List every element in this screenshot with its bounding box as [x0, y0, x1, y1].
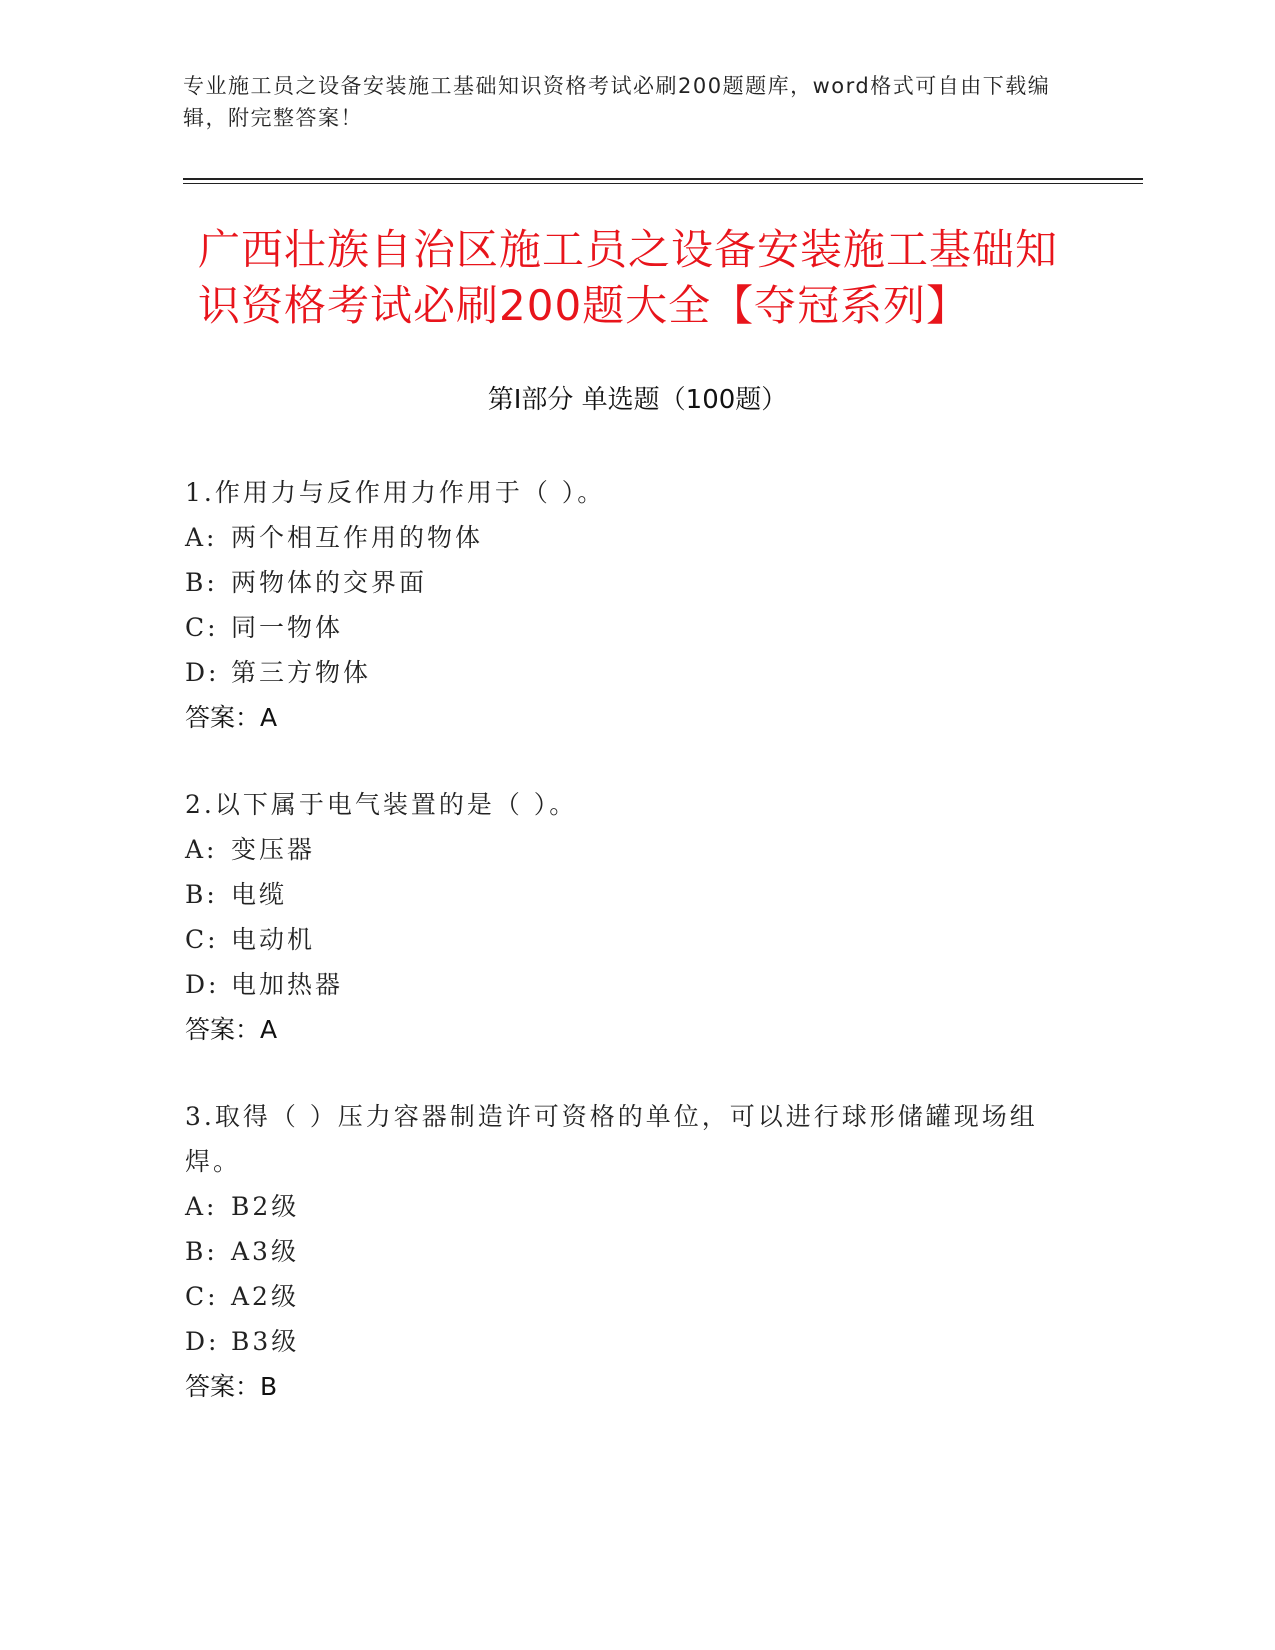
option-text: B3级 [231, 1327, 300, 1356]
option-key: A: [185, 835, 218, 864]
question-text: 3.取得（ ）压力容器制造许可资格的单位，可以进行球形储罐现场组焊。 [185, 1102, 1038, 1176]
option-key: D: [185, 970, 220, 999]
option-text: A2级 [231, 1282, 299, 1311]
answer-line: 答案：A [185, 1015, 278, 1044]
option-b [185, 1229, 1085, 1274]
header-note: 专业施工员之设备安装施工基础知识资格考试必刷200题题库，word格式可自由下载编辑，附完整答案！ [183, 74, 1051, 130]
option-a [185, 515, 1085, 560]
option-c [185, 605, 1085, 650]
option-key: D: [185, 1327, 220, 1356]
question-1 [185, 470, 1085, 740]
answer-line: 答案：A [185, 703, 278, 732]
question-text: 1.作用力与反作用力作用于（ ）。 [185, 478, 606, 507]
option-b [185, 560, 1085, 605]
option-key: B: [185, 568, 218, 597]
header-divider-thick [183, 178, 1143, 180]
option-a [185, 827, 1085, 872]
option-a [185, 1184, 1085, 1229]
option-key: A: [185, 523, 218, 552]
question-2 [185, 782, 1085, 1052]
option-text: 电动机 [231, 925, 316, 954]
option-text: 电缆 [231, 880, 288, 909]
option-text: 电加热器 [231, 970, 344, 999]
option-text: 变压器 [231, 835, 316, 864]
option-c [185, 1274, 1085, 1319]
option-d [185, 1319, 1085, 1364]
answer-line: 答案：B [185, 1372, 278, 1401]
option-b [185, 872, 1085, 917]
option-key: B: [185, 1237, 218, 1266]
document-title: 广西壮族自治区施工员之设备安装施工基础知识资格考试必刷200题大全【夺冠系列】 [198, 225, 1059, 330]
option-text: B2级 [231, 1192, 300, 1221]
option-text: 第三方物体 [231, 658, 372, 687]
option-key: A: [185, 1192, 218, 1221]
option-key: C: [185, 613, 219, 642]
option-key: C: [185, 925, 219, 954]
question-text: 2.以下属于电气装置的是（ ）。 [185, 790, 578, 819]
option-key: B: [185, 880, 218, 909]
option-text: 两个相互作用的物体 [231, 523, 484, 552]
section-heading: 第Ⅰ部分 单选题（100题） [487, 385, 788, 415]
option-key: D: [185, 658, 220, 687]
option-text: 同一物体 [231, 613, 344, 642]
option-text: 两物体的交界面 [231, 568, 428, 597]
option-d [185, 962, 1085, 1007]
option-d [185, 650, 1085, 695]
option-text: A3级 [231, 1237, 299, 1266]
question-list [185, 470, 1085, 1451]
option-key: C: [185, 1282, 219, 1311]
header-divider-thin [183, 183, 1143, 184]
question-3 [185, 1094, 1085, 1409]
option-c [185, 917, 1085, 962]
